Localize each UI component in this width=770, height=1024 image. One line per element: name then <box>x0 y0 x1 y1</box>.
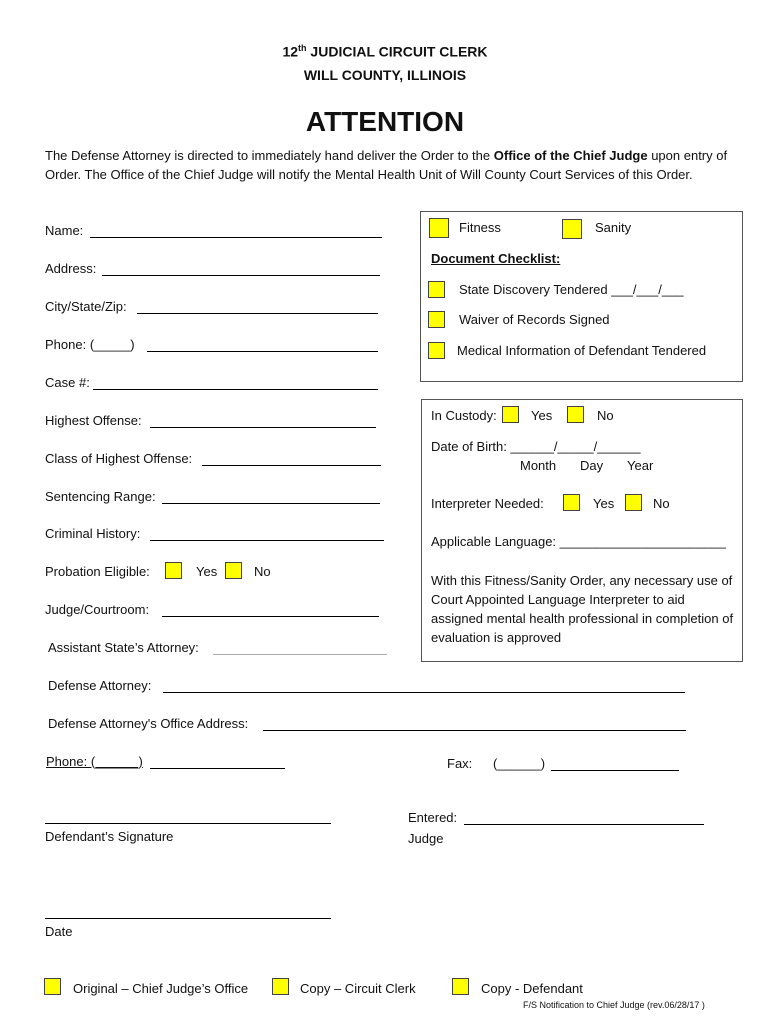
city-label: City/State/Zip: <box>45 299 127 314</box>
sanity-checkbox[interactable] <box>562 219 582 239</box>
judge-courtroom-field[interactable] <box>162 616 379 617</box>
discovery-checkbox[interactable] <box>428 281 445 298</box>
defense-office-field[interactable] <box>263 730 686 731</box>
city-field[interactable] <box>137 313 378 314</box>
date-line[interactable] <box>45 918 331 919</box>
criminal-history-label: Criminal History: <box>45 526 141 541</box>
county-name: WILL COUNTY, ILLINOIS <box>303 67 467 83</box>
checklist-title: Document Checklist: <box>431 251 561 266</box>
interpreter-no-checkbox[interactable] <box>625 494 642 511</box>
custody-label: In Custody: <box>431 408 497 423</box>
asa-field[interactable] <box>213 654 387 655</box>
custody-yes-label: Yes <box>531 408 553 423</box>
highest-offense-label: Highest Offense: <box>45 413 142 428</box>
court-name: 12th JUDICIAL CIRCUIT CLERK <box>282 43 488 60</box>
fax-label: Fax: <box>447 756 473 771</box>
sentencing-field[interactable] <box>162 503 380 504</box>
class-offense-label: Class of Highest Offense: <box>45 451 193 466</box>
name-field[interactable] <box>90 237 382 238</box>
address-label: Address: <box>45 261 97 276</box>
discovery-label: State Discovery Tendered ___/___/___ <box>459 282 684 297</box>
probation-yes-checkbox[interactable] <box>165 562 182 579</box>
highest-offense-field[interactable] <box>150 427 376 428</box>
judge-courtroom-label: Judge/Courtroom: <box>45 602 150 617</box>
name-label: Name: <box>45 223 84 238</box>
interpreter-no-label: No <box>653 496 670 511</box>
dob-field[interactable]: Date of Birth: ______/_____/______ <box>431 439 641 454</box>
fax-field[interactable] <box>551 770 679 771</box>
custody-no-label: No <box>597 408 614 423</box>
medical-checkbox[interactable] <box>428 342 445 359</box>
copy-clerk-label: Copy – Circuit Clerk <box>300 981 416 996</box>
sanity-label: Sanity <box>595 220 632 235</box>
page-title: ATTENTION <box>305 106 465 137</box>
class-offense-field[interactable] <box>202 465 381 466</box>
copy-original-checkbox[interactable] <box>44 978 61 995</box>
fitness-checkbox[interactable] <box>429 218 449 238</box>
probation-label: Probation Eligible: <box>45 564 150 579</box>
phone-label: Phone: (_____) <box>45 337 135 352</box>
criminal-history-field[interactable] <box>150 540 384 541</box>
dob-month-label: Month <box>520 458 557 473</box>
custody-yes-checkbox[interactable] <box>502 406 519 423</box>
case-field[interactable] <box>93 389 378 390</box>
case-label: Case #: <box>45 375 90 390</box>
interpreter-note: With this Fitness/Sanity Order, any necessary use of Court Appointed Language Interpreter to aid assigned mental health professional in completion of evaluation is approved <box>431 573 734 645</box>
phone-field[interactable] <box>147 351 378 352</box>
judge-signature-line[interactable] <box>464 824 704 825</box>
dob-day-label: Day <box>580 458 604 473</box>
phone2-field[interactable] <box>150 768 285 769</box>
address-field[interactable] <box>102 275 380 276</box>
entered-label: Entered: <box>408 810 458 825</box>
interpreter-yes-checkbox[interactable] <box>563 494 580 511</box>
probation-no-checkbox[interactable] <box>225 562 242 579</box>
defense-attorney-label: Defense Attorney: <box>48 678 152 693</box>
interpreter-yes-label: Yes <box>593 496 615 511</box>
probation-no-label: No <box>254 564 271 579</box>
dob-year-label: Year <box>627 458 654 473</box>
asa-label: Assistant State’s Attorney: <box>48 640 199 655</box>
custody-no-checkbox[interactable] <box>567 406 584 423</box>
date-label: Date <box>45 924 73 939</box>
copy-defendant-label: Copy - Defendant <box>481 981 583 996</box>
sentencing-label: Sentencing Range: <box>45 489 156 504</box>
fitness-label: Fitness <box>459 220 501 235</box>
intro-paragraph: The Defense Attorney is directed to immediately hand deliver the Order to the Office of the Chief Judge upon entry of Order. The Office of the Chief Judge will notify the Mental Health Unit of Will County Court Services of this Order. <box>45 148 728 182</box>
judge-label: Judge <box>408 831 444 846</box>
defendant-signature-label: Defendant’s Signature <box>45 829 174 844</box>
probation-yes-label: Yes <box>196 564 218 579</box>
defendant-signature-line[interactable] <box>45 823 331 824</box>
medical-label: Medical Information of Defendant Tendered <box>457 343 707 358</box>
interpreter-label: Interpreter Needed: <box>431 496 544 511</box>
waiver-checkbox[interactable] <box>428 311 445 328</box>
copy-clerk-checkbox[interactable] <box>272 978 289 995</box>
phone2-label: Phone: (______) <box>46 754 143 769</box>
form-id: F/S Notification to Chief Judge (rev.06/28/17 ) <box>523 1000 705 1010</box>
fax-area-code: (______) <box>493 756 546 771</box>
defense-office-label: Defense Attorney's Office Address: <box>48 716 249 731</box>
language-field[interactable]: Applicable Language: _______________________ <box>431 534 726 549</box>
defense-attorney-field[interactable] <box>163 692 685 693</box>
waiver-label: Waiver of Records Signed <box>459 312 610 327</box>
copy-original-label: Original – Chief Judge’s Office <box>73 981 249 996</box>
copy-defendant-checkbox[interactable] <box>452 978 469 995</box>
